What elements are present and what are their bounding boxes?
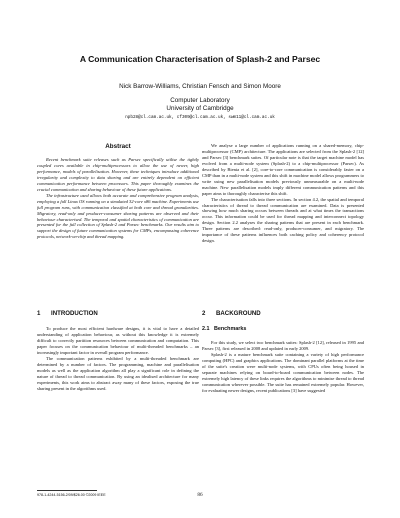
background-body bbox=[202, 340, 364, 394]
author-emails: npb28@cl.cam.ac.uk, cf309@cl.cam.ac.uk, swm11@cl.cam.ac.uk bbox=[125, 115, 275, 120]
subsection-title: Benchmarks bbox=[214, 326, 247, 332]
background-paragraph: Splash-2 is a mature benchmark suite containing a variety of high performance computing (HPC) and graphics applications. The dominant parallel platforms at the time of the suite's creation were multi-node systems, with CPUs often being housed in separate machines relying on board-to-board communication between nodes. The extremely high latency of these links requires the algorithms to minimise thread to thread communication wherever possible. The suite has remained extremely popular. However, for evaluating newer designs, recent publications [3] have suggested bbox=[202, 351, 364, 393]
background-paragraph: For this study, we select two benchmark suites: Splash-2 [12], released in 1995 and Parsec [3], first released in 2008 and updated in early 2009. bbox=[202, 340, 364, 351]
abstract-body bbox=[37, 157, 199, 240]
abstract-paragraph: The infrastructure used allows both accurate and comprehensive program analysis, employing a full Linux OS running on a simulated 32-core x86 machine. Experiments use full program runs, with communication classified at both core and thread granularities. Migratory, read-only and producer-consumer sharing patterns are observed and their behaviour characterised. The temporal and spatial characteristics of communication are presented for the full collection of Splash-2 and Parsec benchmarks. Our results aim to support the design of future communication systems for CMPs, encompassing coherence protocols, network-on-chip and thread mapping. bbox=[37, 192, 199, 240]
intro-paragraph: The communication patterns exhibited by a multi-threaded benchmark are determined by a number of factors. The programming, machine and parallelisation models as well as the application algorithm all play a significant role in defining the nature of thread to thread communication. By using an idealised architecture for many experiments, this work aims to abstract away many of these factors, exposing the true sharing present in the algorithms used. bbox=[37, 355, 199, 391]
author-list: Nick Barrow-Williams, Christian Fensch and Simon Moore bbox=[119, 83, 281, 90]
intro-paragraph: To produce the most efficient hardware designs, it is vital to have a detailed understanding of application behaviour, as without this knowledge it is extremely difficult to correctly partition resources between communication and computation. This paper focuses on the communication behaviour of multi-threaded benchmarks – an increasingly important factor in overall program performance. bbox=[37, 326, 199, 355]
subsection-number: 2.1 bbox=[202, 326, 210, 332]
section-heading-introduction bbox=[37, 310, 98, 318]
section-heading-background bbox=[202, 310, 261, 318]
section-number: 2 bbox=[202, 310, 206, 317]
subsection-heading-benchmarks bbox=[202, 326, 246, 333]
copyright-notice: 978-1-4244-5156-2/09/$26.00 ©2009 IEEE bbox=[37, 493, 106, 497]
page-number: 86 bbox=[197, 492, 203, 498]
university: University of Cambridge bbox=[166, 105, 234, 112]
section-title: INTRODUCTION bbox=[51, 310, 98, 317]
section-title: BACKGROUND bbox=[216, 310, 261, 317]
intro-continuation-paragraph: We analyse a large number of applications running on a shared-memory, chip-multiprocessor (CMP) architecture. The applications are selected from the Splash-2 [12] and Parsec [3] benchmark suites. Of particular note is that the target machine model has evolved from a multi-node system (Splash-2) to a chip-multiprocessor (Parsec). As described by Bienia et al. [2], core-to-core communication is considerably faster on a CMP than in a multi-node system and this shift in machine model allows programmers to write using new parallelisation models previously unmeasurable on a multi-node machine. New parallelisation models imply different communication patterns and this paper aims to thoroughly characterise this shift. bbox=[202, 143, 364, 196]
footer-rule bbox=[37, 490, 97, 491]
intro-continuation-paragraph: The characterisation falls into three sections. In section 4.2, the spatial and temporal characteristics of thread to thread communication are examined. Data is presented showing how much sharing occurs between threads and at what times the transactions occur. This information could be used for thread mapping and interconnect topology design. Section 2.2 analyses the sharing patterns that are present in each benchmark. Three patterns are described: read-only, producer-consumer, and migratory. The importance of these patterns influences both caching policy and coherency protocol design. bbox=[202, 196, 364, 244]
abstract-heading: Abstract bbox=[105, 143, 131, 150]
affiliation: Computer Laboratory bbox=[170, 97, 230, 104]
intro-continuation-body bbox=[202, 143, 364, 244]
introduction-body bbox=[37, 326, 199, 391]
section-number: 1 bbox=[37, 310, 41, 317]
paper-title: A Communication Characterisation of Splash-2 and Parsec bbox=[79, 54, 321, 64]
abstract-paragraph: Recent benchmark suite releases such as Parsec specifically utilise the tightly coupled cores available in chip-multiprocessors to allow the use of newer, high performance, models of parallelisation. However, these techniques introduce additional irregularity and complexity to data sharing and are entirely dependent on efficient communication performance between processors. This paper thoroughly examines the crucial communication and sharing behaviour of these future applications. bbox=[37, 157, 199, 192]
